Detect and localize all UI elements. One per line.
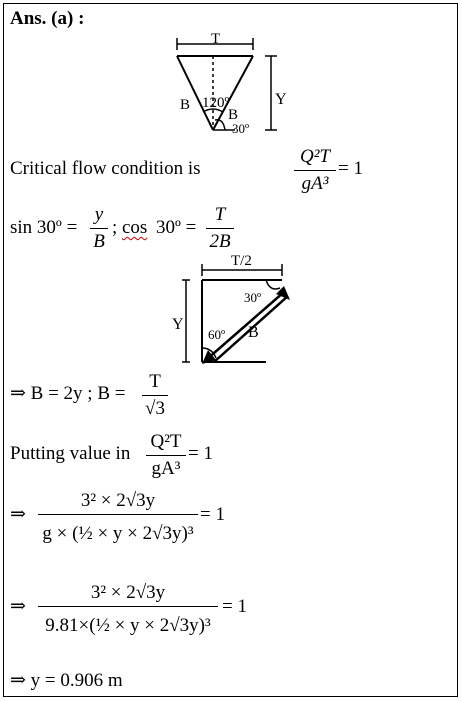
answer-label: Ans. (a) :	[10, 8, 85, 29]
fraction-denominator: g × (½ × y × 2√3y)³	[42, 523, 194, 544]
t-over-root3-fraction	[142, 371, 168, 420]
fraction-bar	[146, 455, 186, 456]
putting-value-text: Putting value in	[10, 443, 131, 464]
equals-one: = 1	[338, 158, 363, 179]
fraction-bar	[294, 170, 336, 171]
fraction-denominator: gA³	[151, 458, 181, 479]
y-height-label-2: Y	[172, 316, 184, 333]
cos-word: cos	[122, 217, 148, 238]
implies-arrow-1: ⇒	[10, 504, 26, 525]
fraction-bar	[90, 228, 108, 229]
q2t-over-ga3-fraction	[146, 431, 186, 480]
critical-flow-fraction	[294, 146, 336, 195]
b-label-2: B	[248, 324, 259, 341]
cos-30-text: 30º =	[156, 217, 197, 238]
fraction-numerator: y	[94, 204, 104, 225]
equals-one-4: = 1	[222, 596, 247, 617]
substitution-fraction-g	[38, 490, 198, 545]
fraction-denominator: 9.81×(½ × y × 2√3y)³	[45, 615, 211, 636]
fraction-denominator: 2B	[209, 231, 231, 252]
final-answer: ⇒ y = 0.906 m	[10, 670, 123, 691]
substitution-fraction-981	[38, 582, 218, 637]
equals-one-2: = 1	[188, 443, 213, 464]
angle-30-label-2: 30º	[244, 290, 262, 305]
implies-arrow-2: ⇒	[10, 596, 26, 617]
fraction-denominator: √3	[145, 398, 165, 419]
fraction-numerator: 3² × 2√3y	[80, 490, 156, 511]
equals-one-3: = 1	[200, 504, 225, 525]
angle-60-label: 60º	[208, 327, 226, 342]
y-height-label: Y	[275, 91, 287, 108]
fraction-bar	[38, 514, 198, 515]
t-over-2b-fraction	[206, 204, 234, 253]
fraction-denominator: B	[93, 231, 105, 252]
fraction-bar	[142, 395, 168, 396]
b-label: B	[228, 107, 239, 123]
sin-30-text: sin 30º =	[10, 217, 78, 238]
t-label: T	[211, 31, 221, 47]
fraction-numerator: Q²T	[150, 431, 182, 452]
fraction-numerator: 3² × 2√3y	[90, 582, 166, 603]
y-over-b-fraction	[90, 204, 108, 253]
angle-120-label: 120º	[202, 95, 230, 111]
fraction-numerator: T	[149, 371, 161, 392]
fraction-bar	[206, 228, 234, 229]
side-b-label: B	[180, 97, 191, 113]
fraction-numerator: Q²T	[300, 146, 330, 167]
separator: ;	[112, 217, 118, 238]
fraction-bar	[38, 606, 218, 607]
fraction-denominator: gA³	[301, 173, 329, 194]
t-over-2-label: T/2	[231, 253, 252, 269]
fraction-numerator: T	[214, 204, 226, 225]
angle-30-label: 30º	[232, 121, 250, 136]
critical-flow-text: Critical flow condition is	[10, 158, 201, 179]
b-equals-text: ⇒ B = 2y ; B =	[10, 383, 126, 404]
